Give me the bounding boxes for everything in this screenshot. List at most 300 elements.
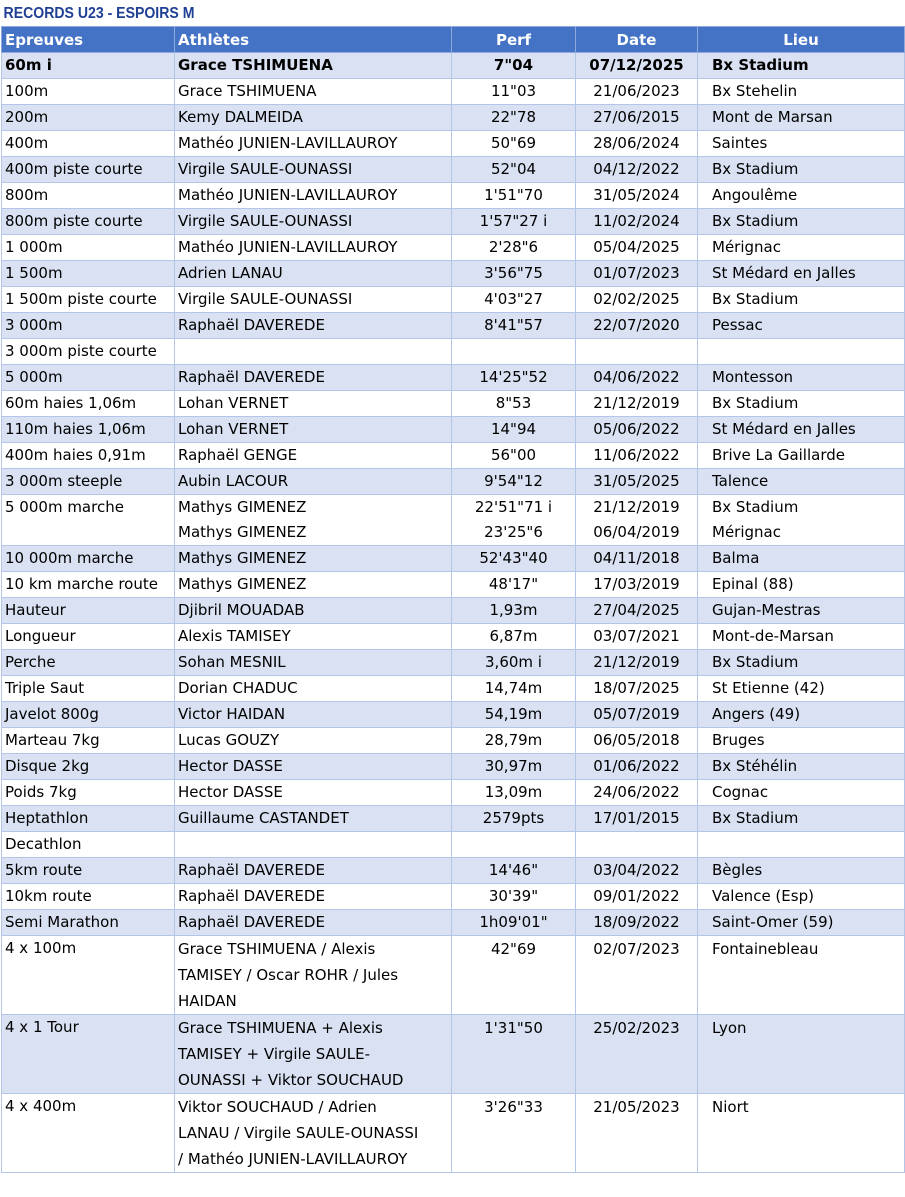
cell-perf-line: 22"78	[490, 108, 537, 126]
table-row	[2, 339, 905, 365]
cell-athletes-line: Raphaël DAVEREDE	[178, 861, 325, 879]
cell-perf-line: 52'43"40	[479, 549, 548, 567]
cell-date	[576, 235, 698, 261]
cell-epreuve: 5 000m	[2, 365, 175, 391]
cell-epreuve: 10 000m marche	[2, 546, 175, 572]
cell-lieu-line: Bx Stadium	[712, 498, 799, 516]
cell-perf	[452, 754, 576, 780]
cell-athletes	[175, 910, 452, 936]
cell-lieu-line: Bx Stehelin	[712, 82, 798, 100]
table-row	[2, 157, 905, 183]
cell-athletes-line: Lohan VERNET	[178, 394, 289, 412]
records-table	[1, 26, 905, 1173]
cell-date-line: 21/05/2023	[593, 1098, 680, 1116]
cell-perf-line: 2'28"6	[488, 238, 539, 256]
cell-epreuve: Triple Saut	[2, 676, 175, 702]
cell-lieu-line: Bruges	[712, 731, 765, 749]
cell-epreuve: Perche	[2, 650, 175, 676]
cell-athletes-line: Guillaume CASTANDET	[178, 809, 349, 827]
cell-perf-line: 1'31"50	[484, 1019, 543, 1037]
cell-date	[576, 624, 698, 650]
cell-epreuve: Longueur	[2, 624, 175, 650]
cell-perf	[452, 806, 576, 832]
cell-date-line: 06/04/2019	[593, 523, 680, 541]
table-row	[2, 1094, 905, 1173]
table-row	[2, 754, 905, 780]
header-athletes: Athlètes	[175, 27, 452, 53]
cell-date	[576, 495, 698, 546]
cell-epreuve: 3 000m piste courte	[2, 339, 175, 365]
cell-date	[576, 1015, 698, 1094]
table-row	[2, 624, 905, 650]
cell-date	[576, 287, 698, 313]
cell-athletes-line: Hector DASSE	[178, 757, 283, 775]
cell-athletes	[175, 884, 452, 910]
cell-lieu-line: Pessac	[712, 316, 763, 334]
cell-perf	[452, 417, 576, 443]
cell-perf	[452, 1015, 576, 1094]
cell-epreuve: Javelot 800g	[2, 702, 175, 728]
cell-date	[576, 806, 698, 832]
cell-date-line: 21/12/2019	[593, 653, 680, 671]
table-row	[2, 53, 905, 79]
cell-date	[576, 884, 698, 910]
cell-perf	[452, 365, 576, 391]
cell-date-line: 09/01/2022	[593, 887, 680, 905]
cell-lieu-line: Montesson	[712, 368, 794, 386]
cell-epreuve: 400m piste courte	[2, 157, 175, 183]
table-row	[2, 806, 905, 832]
cell-athletes	[175, 79, 452, 105]
cell-perf	[452, 936, 576, 1015]
table-row	[2, 417, 905, 443]
cell-date-line: 01/07/2023	[593, 264, 680, 282]
cell-epreuve: 400m	[2, 131, 175, 157]
cell-athletes	[175, 209, 452, 235]
cell-epreuve: Semi Marathon	[2, 910, 175, 936]
cell-lieu-line: St Médard en Jalles	[712, 264, 856, 282]
cell-lieu	[698, 858, 905, 884]
table-row	[2, 79, 905, 105]
table-row	[2, 910, 905, 936]
cell-athletes	[175, 131, 452, 157]
cell-lieu	[698, 469, 905, 495]
cell-lieu	[698, 105, 905, 131]
cell-date	[576, 858, 698, 884]
cell-lieu-line: Bx Stadium	[712, 290, 799, 308]
cell-date-line: 11/06/2022	[593, 446, 680, 464]
cell-date-line: 28/06/2024	[593, 134, 680, 152]
cell-lieu-line: Saint-Omer (59)	[712, 913, 834, 931]
cell-lieu	[698, 910, 905, 936]
cell-epreuve: Hauteur	[2, 598, 175, 624]
cell-date-line: 18/09/2022	[593, 913, 680, 931]
cell-date	[576, 443, 698, 469]
cell-lieu-line: Brive La Gaillarde	[712, 446, 845, 464]
cell-date-line: 03/07/2021	[593, 627, 680, 645]
cell-athletes	[175, 650, 452, 676]
cell-date-line: 27/06/2015	[593, 108, 680, 126]
cell-perf	[452, 79, 576, 105]
cell-perf	[452, 339, 576, 365]
cell-lieu-line: Niort	[712, 1098, 749, 1116]
cell-date	[576, 676, 698, 702]
cell-date	[576, 702, 698, 728]
cell-perf-line: 3'26"33	[484, 1098, 543, 1116]
table-row	[2, 572, 905, 598]
cell-date	[576, 650, 698, 676]
cell-perf-line: 7"04	[493, 56, 534, 74]
cell-perf	[452, 728, 576, 754]
cell-lieu	[698, 443, 905, 469]
cell-perf-line: 14"94	[490, 420, 537, 438]
cell-lieu-line: Bx Stadium	[712, 394, 799, 412]
cell-athletes-line: Raphaël DAVEREDE	[178, 913, 325, 931]
cell-perf-line: 28,79m	[484, 731, 543, 749]
cell-perf	[452, 598, 576, 624]
cell-perf-line: 8"53	[495, 394, 532, 412]
cell-athletes	[175, 365, 452, 391]
header-row	[2, 27, 905, 53]
cell-date	[576, 79, 698, 105]
cell-athletes	[175, 157, 452, 183]
cell-date	[576, 1094, 698, 1173]
cell-athletes-line: Dorian CHADUC	[178, 679, 298, 697]
cell-athletes-line: OUNASSI + Viktor SOUCHAUD	[178, 1071, 404, 1089]
cell-date	[576, 209, 698, 235]
cell-date-line: 17/03/2019	[593, 575, 680, 593]
cell-perf-line: 54,19m	[484, 705, 543, 723]
cell-date	[576, 417, 698, 443]
cell-epreuve: Decathlon	[2, 832, 175, 858]
cell-epreuve: Disque 2kg	[2, 754, 175, 780]
cell-perf-line: 30'39"	[488, 887, 539, 905]
cell-epreuve: 5 000m marche	[2, 495, 175, 546]
cell-athletes-line: Hector DASSE	[178, 783, 283, 801]
cell-date-line: 21/12/2019	[593, 498, 680, 516]
cell-lieu	[698, 391, 905, 417]
cell-perf	[452, 235, 576, 261]
cell-perf	[452, 495, 576, 546]
cell-athletes-line: Grace TSHIMUENA / Alexis	[178, 940, 376, 958]
cell-date	[576, 572, 698, 598]
cell-date-line: 01/06/2022	[593, 757, 680, 775]
cell-date-line: 03/04/2022	[593, 861, 680, 879]
cell-epreuve: Poids 7kg	[2, 780, 175, 806]
cell-date-line: 21/06/2023	[593, 82, 680, 100]
cell-lieu	[698, 53, 905, 79]
header-lieu: Lieu	[698, 27, 905, 53]
header-date: Date	[576, 27, 698, 53]
cell-epreuve: 100m	[2, 79, 175, 105]
cell-lieu	[698, 365, 905, 391]
table-row	[2, 650, 905, 676]
cell-epreuve: 3 000m steeple	[2, 469, 175, 495]
cell-lieu	[698, 1094, 905, 1173]
table-row	[2, 780, 905, 806]
cell-lieu-line: Bx Stadium	[712, 809, 799, 827]
cell-athletes	[175, 936, 452, 1015]
cell-lieu	[698, 79, 905, 105]
cell-date-line: 27/04/2025	[593, 601, 680, 619]
cell-date-line: 22/07/2020	[593, 316, 680, 334]
cell-lieu-line: Bx Stadium	[712, 212, 799, 230]
table-row	[2, 676, 905, 702]
cell-date-line: 25/02/2023	[593, 1019, 680, 1037]
cell-date	[576, 598, 698, 624]
cell-perf-line: 4'03"27	[484, 290, 543, 308]
cell-lieu-line: Lyon	[712, 1019, 747, 1037]
cell-epreuve: 5km route	[2, 858, 175, 884]
cell-athletes-line: TAMISEY + Virgile SAULE-	[178, 1045, 371, 1063]
cell-perf	[452, 157, 576, 183]
cell-lieu	[698, 339, 905, 365]
cell-lieu	[698, 832, 905, 858]
table-row	[2, 391, 905, 417]
cell-epreuve: 3 000m	[2, 313, 175, 339]
cell-lieu	[698, 598, 905, 624]
table-row	[2, 884, 905, 910]
cell-athletes-line: TAMISEY / Oscar ROHR / Jules	[178, 966, 399, 984]
cell-athletes	[175, 702, 452, 728]
cell-athletes-line: Kemy DALMEIDA	[178, 108, 303, 126]
cell-athletes	[175, 417, 452, 443]
cell-lieu	[698, 131, 905, 157]
cell-athletes-line: / Mathéo JUNIEN-LAVILLAUROY	[178, 1150, 408, 1168]
cell-lieu	[698, 313, 905, 339]
cell-lieu-line: Bx Stadium	[712, 56, 809, 74]
page-title: RECORDS U23 - ESPOIRS M	[3, 5, 195, 22]
cell-perf-line: 14,74m	[484, 679, 543, 697]
cell-perf	[452, 910, 576, 936]
cell-date-line: 17/01/2015	[593, 809, 680, 827]
cell-lieu-line: St Etienne (42)	[712, 679, 825, 697]
cell-epreuve: 4 x 1 Tour	[2, 1015, 175, 1094]
cell-perf-line: 14'25"52	[479, 368, 548, 386]
records-body	[2, 53, 905, 1173]
cell-perf	[452, 443, 576, 469]
cell-epreuve: 10 km marche route	[2, 572, 175, 598]
table-row	[2, 858, 905, 884]
cell-perf	[452, 650, 576, 676]
cell-epreuve: 110m haies 1,06m	[2, 417, 175, 443]
cell-date-line: 11/02/2024	[593, 212, 680, 230]
cell-perf	[452, 209, 576, 235]
cell-lieu-line: Bx Stadium	[712, 653, 799, 671]
cell-lieu	[698, 780, 905, 806]
cell-perf	[452, 313, 576, 339]
table-row	[2, 235, 905, 261]
cell-lieu	[698, 546, 905, 572]
cell-date	[576, 105, 698, 131]
cell-athletes-line: Raphaël DAVEREDE	[178, 887, 325, 905]
cell-perf-line: 1'57"27 i	[479, 212, 548, 230]
cell-perf-line: 1,93m	[489, 601, 538, 619]
cell-lieu-line: Cognac	[712, 783, 769, 801]
cell-date	[576, 469, 698, 495]
cell-lieu	[698, 806, 905, 832]
cell-athletes-line: Virgile SAULE-OUNASSI	[178, 212, 353, 230]
cell-lieu	[698, 936, 905, 1015]
cell-lieu	[698, 676, 905, 702]
table-row	[2, 598, 905, 624]
cell-lieu	[698, 702, 905, 728]
cell-perf-line: 14'46"	[488, 861, 539, 879]
cell-date	[576, 157, 698, 183]
header-epreuves: Epreuves	[2, 27, 175, 53]
cell-athletes	[175, 832, 452, 858]
cell-perf	[452, 858, 576, 884]
cell-date-line: 06/05/2018	[593, 731, 680, 749]
cell-athletes	[175, 780, 452, 806]
cell-epreuve: 4 x 100m	[2, 936, 175, 1015]
cell-athletes-line: Raphaël DAVEREDE	[178, 316, 325, 334]
cell-epreuve: Heptathlon	[2, 806, 175, 832]
cell-athletes	[175, 443, 452, 469]
cell-lieu	[698, 209, 905, 235]
cell-athletes	[175, 339, 452, 365]
cell-lieu-line: Saintes	[712, 134, 768, 152]
cell-date	[576, 365, 698, 391]
cell-athletes-line: Lucas GOUZY	[178, 731, 280, 749]
cell-athletes-line: Victor HAIDAN	[178, 705, 286, 723]
cell-lieu	[698, 1015, 905, 1094]
cell-date	[576, 832, 698, 858]
cell-athletes-line: Grace TSHIMUENA	[178, 56, 333, 74]
cell-date	[576, 183, 698, 209]
table-row	[2, 313, 905, 339]
cell-athletes	[175, 313, 452, 339]
cell-perf-line: 11"03	[490, 82, 537, 100]
cell-perf	[452, 546, 576, 572]
cell-athletes-line: Grace TSHIMUENA	[178, 82, 317, 100]
table-row	[2, 495, 905, 546]
table-row	[2, 832, 905, 858]
cell-perf-line: 48'17"	[488, 575, 539, 593]
cell-perf	[452, 624, 576, 650]
table-row	[2, 105, 905, 131]
cell-lieu	[698, 235, 905, 261]
cell-athletes	[175, 546, 452, 572]
cell-athletes-line: Virgile SAULE-OUNASSI	[178, 160, 353, 178]
cell-lieu	[698, 728, 905, 754]
cell-date	[576, 313, 698, 339]
table-row	[2, 131, 905, 157]
cell-lieu-line: Fontainebleau	[712, 940, 819, 958]
table-row	[2, 443, 905, 469]
cell-athletes-line: Mathys GIMENEZ	[178, 498, 307, 516]
table-row	[2, 287, 905, 313]
cell-perf	[452, 105, 576, 131]
cell-lieu-line: Bègles	[712, 861, 763, 879]
cell-perf	[452, 261, 576, 287]
cell-athletes	[175, 598, 452, 624]
cell-perf	[452, 572, 576, 598]
cell-date-line: 24/06/2022	[593, 783, 680, 801]
cell-epreuve: 800m piste courte	[2, 209, 175, 235]
table-row	[2, 469, 905, 495]
cell-perf	[452, 780, 576, 806]
cell-lieu-line: Valence (Esp)	[712, 887, 814, 905]
cell-perf-line: 30,97m	[484, 757, 543, 775]
cell-perf	[452, 469, 576, 495]
cell-lieu	[698, 650, 905, 676]
cell-date	[576, 936, 698, 1015]
cell-perf	[452, 1094, 576, 1173]
table-row	[2, 209, 905, 235]
cell-athletes-line: Grace TSHIMUENA + Alexis	[178, 1019, 383, 1037]
header-perf: Perf	[452, 27, 576, 53]
cell-lieu-line: Angoulême	[712, 186, 798, 204]
cell-lieu-line: Mérignac	[712, 523, 781, 541]
cell-epreuve: 800m	[2, 183, 175, 209]
cell-athletes	[175, 53, 452, 79]
cell-date	[576, 53, 698, 79]
cell-athletes-line: Mathéo JUNIEN-LAVILLAUROY	[178, 238, 398, 256]
cell-date-line: 04/06/2022	[593, 368, 680, 386]
cell-athletes-line: LANAU / Virgile SAULE-OUNASSI	[178, 1124, 419, 1142]
cell-lieu	[698, 183, 905, 209]
table-row	[2, 261, 905, 287]
cell-date-line: 04/12/2022	[593, 160, 680, 178]
cell-date-line: 31/05/2025	[593, 472, 680, 490]
cell-athletes	[175, 287, 452, 313]
cell-perf	[452, 391, 576, 417]
table-row	[2, 702, 905, 728]
table-row	[2, 728, 905, 754]
cell-date-line: 05/07/2019	[593, 705, 680, 723]
cell-date-line: 04/11/2018	[593, 549, 680, 567]
cell-lieu-line: Talence	[712, 472, 769, 490]
cell-lieu-line: Gujan-Mestras	[712, 601, 821, 619]
cell-lieu-line: St Médard en Jalles	[712, 420, 856, 438]
cell-lieu-line: Mont-de-Marsan	[712, 627, 834, 645]
cell-date-line: 31/05/2024	[593, 186, 680, 204]
cell-perf	[452, 183, 576, 209]
cell-athletes-line: Aubin LACOUR	[178, 472, 289, 490]
table-row	[2, 183, 905, 209]
cell-athletes	[175, 183, 452, 209]
cell-athletes-line: Sohan MESNIL	[178, 653, 286, 671]
cell-lieu	[698, 495, 905, 546]
cell-lieu-line: Mérignac	[712, 238, 781, 256]
cell-athletes	[175, 469, 452, 495]
cell-athletes-line: Viktor SOUCHAUD / Adrien	[178, 1098, 377, 1116]
table-row	[2, 936, 905, 1015]
cell-epreuve: 200m	[2, 105, 175, 131]
cell-athletes-line: Lohan VERNET	[178, 420, 289, 438]
cell-perf-line: 52"04	[490, 160, 537, 178]
cell-perf	[452, 53, 576, 79]
cell-perf-line: 8'41"57	[484, 316, 543, 334]
cell-lieu	[698, 417, 905, 443]
cell-athletes-line: Mathys GIMENEZ	[178, 575, 307, 593]
cell-perf-line: 56"00	[490, 446, 537, 464]
table-row	[2, 546, 905, 572]
cell-perf-line: 22'51"71 i	[474, 498, 553, 516]
cell-perf	[452, 832, 576, 858]
cell-epreuve: 1 500m	[2, 261, 175, 287]
cell-date	[576, 910, 698, 936]
cell-athletes	[175, 1015, 452, 1094]
cell-lieu	[698, 157, 905, 183]
cell-date	[576, 546, 698, 572]
cell-athletes	[175, 806, 452, 832]
cell-athletes	[175, 495, 452, 546]
cell-epreuve: 4 x 400m	[2, 1094, 175, 1173]
cell-lieu	[698, 572, 905, 598]
cell-epreuve: 60m haies 1,06m	[2, 391, 175, 417]
